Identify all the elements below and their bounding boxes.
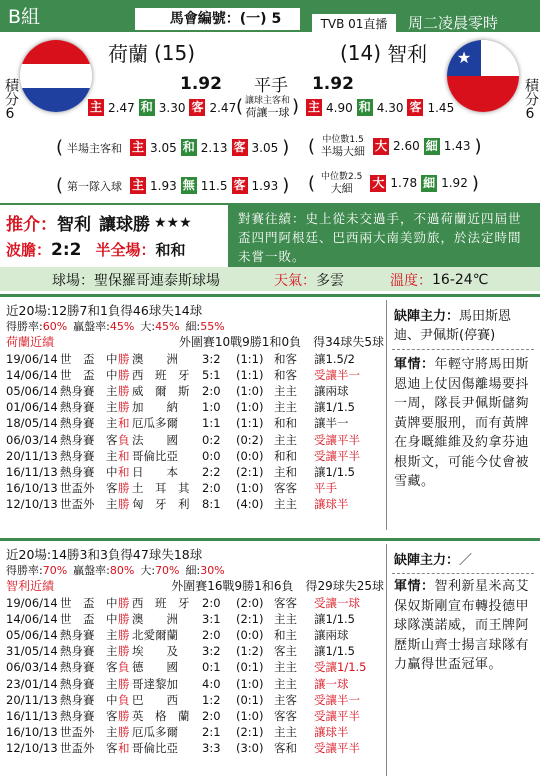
- home-stats: 近20場:12勝7和1負得46球失14球 得勝率: 60% 贏盤率: 45% 大: 45% 細: 55% 荷蘭近績 外圍賽10戰9勝1和0負 得34球失5球 19/06/14 世 盃 中 勝 澳 洲 3:2 (1:1) 和客 讓1.5/2 14/06/14 世 盃 中 勝 西 班 牙 5:1 (1:1) 和客 受讓半一 05/06/14 熱身賽 主 勝 威 爾 斯 2:0 (1:0) 主主 讓兩球 01/06/14 熱身賽 主 勝 加 納 1:0 (1:0) 主主 讓1/1.5 18/05/14 熱身賽 主 和 厄瓜多爾 1:1 (1:1) 和和 讓半一 06/03/14 熱身賽 客 負 法 國 0:2 (0:2) 主主 受讓平半 20/11/13 熱身賽 主 和 哥倫比亞 0:0 (0:0) 和和 受讓平半 16/11/13 熱身賽 中 和 日 本 2:2 (2:1) 主和 讓1/1.5 16/10/13 世盃外 客 勝 土 耳 其 2:0 (1:0) 客客 平手 12/10/13 世盃外 主 勝 匈 牙 利 8:1 (4:0) 主主 讓球半 缺陣主力：馬田斯恩迪、尹佩斯(停賽) 軍情：年輕守將馬田斯恩迪上仗因傷離場要抖一周，隊長尹佩斯儲夠黃牌要服刑，而有黃牌在身嘅維維及約拿芬迪根斯文，可能今仗會被雪藏。: [0, 294, 540, 532]
- table-cell: 和: [118, 416, 130, 431]
- table-cell: 3:1: [202, 612, 221, 627]
- table-cell: 讓球半: [314, 496, 349, 511]
- table-cell: 和: [118, 464, 130, 479]
- away-summary: 近20場:14勝3和3負得47球失18球: [6, 547, 203, 562]
- table-cell: 法 國: [132, 432, 178, 447]
- table-cell: 受讓平半: [314, 708, 360, 723]
- table-cell: 負: [118, 692, 130, 707]
- table-cell: 2:0: [202, 384, 221, 399]
- table-cell: 哥達黎加: [132, 676, 178, 691]
- away-points: 積分 6: [523, 78, 539, 122]
- table-cell: 讓1/1.5: [314, 400, 355, 415]
- table-cell: 主主: [274, 432, 297, 447]
- table-cell: 14/06/14: [6, 612, 58, 627]
- table-cell: 客客: [274, 708, 297, 723]
- table-cell: 客: [106, 480, 118, 495]
- table-cell: 勝: [118, 352, 130, 367]
- away-results-table: [6, 595, 384, 756]
- table-cell: 世 盃: [60, 596, 95, 611]
- home-summary: 近20場:12勝7和1負得46球失14球: [6, 303, 203, 318]
- table-cell: 熱身賽: [60, 416, 95, 431]
- table-cell: 和客: [274, 368, 297, 383]
- table-row: [6, 367, 384, 383]
- table-cell: 主: [106, 496, 118, 511]
- table-cell: 讓1.5/2: [314, 352, 355, 367]
- table-cell: 世盃外: [60, 480, 95, 495]
- table-cell: 16/11/13: [6, 708, 58, 723]
- table-row: [6, 659, 384, 675]
- table-cell: 主主: [274, 660, 297, 675]
- table-cell: 主主: [274, 496, 297, 511]
- table-cell: 熱身賽: [60, 644, 95, 659]
- table-cell: 主: [106, 448, 118, 463]
- table-cell: 客: [106, 432, 118, 447]
- table-cell: (0:1): [236, 660, 264, 675]
- table-cell: 中: [106, 352, 118, 367]
- table-row: [6, 448, 384, 464]
- table-cell: 厄瓜多爾: [132, 724, 178, 739]
- table-cell: 和客: [274, 352, 297, 367]
- table-cell: 勝: [118, 596, 130, 611]
- table-row: [6, 708, 384, 724]
- tip-score: 波膽： 2:2 半全場： 和和: [6, 239, 186, 260]
- table-cell: (0:0): [236, 448, 264, 463]
- table-cell: 勝: [118, 480, 130, 495]
- odds-main: 主 2.47 和 3.30 客 2.47: [90, 100, 237, 115]
- table-cell: 12/10/13: [6, 740, 58, 755]
- ou-half: ( 中位數1.5 半場大細 大 2.60 細 1.43 ): [308, 135, 482, 158]
- table-cell: 平手: [314, 480, 337, 495]
- table-cell: 01/06/14: [6, 400, 58, 415]
- chile-flag-icon: ★: [447, 40, 519, 112]
- table-cell: 20/11/13: [6, 692, 58, 707]
- table-cell: 勝: [118, 384, 130, 399]
- table-cell: 勝: [118, 368, 130, 383]
- table-cell: (0:0): [236, 628, 264, 643]
- venue-bar: 球場： 聖保羅哥連泰斯球場 天氣： 多雲 溫度： 16-24℃: [0, 267, 540, 291]
- table-cell: 世盃外: [60, 496, 95, 511]
- table-row: [6, 496, 384, 512]
- table-cell: 讓兩球: [314, 628, 349, 643]
- table-cell: 中: [106, 596, 118, 611]
- table-row: [6, 399, 384, 415]
- table-cell: (2:1): [236, 724, 264, 739]
- table-cell: 0:2: [202, 432, 221, 447]
- table-cell: 2:0: [202, 596, 221, 611]
- table-cell: 勝: [118, 676, 130, 691]
- table-cell: 05/06/14: [6, 628, 58, 643]
- table-cell: 中: [106, 368, 118, 383]
- home-results-table: [6, 351, 384, 512]
- table-cell: 1:1: [202, 416, 221, 431]
- table-cell: 客: [106, 740, 118, 755]
- table-cell: 14/06/14: [6, 368, 58, 383]
- table-cell: 熱身賽: [60, 660, 95, 675]
- table-cell: 勝: [118, 496, 130, 511]
- table-cell: 勝: [118, 644, 130, 659]
- table-cell: (2:1): [236, 612, 264, 627]
- table-cell: 主主: [274, 612, 297, 627]
- table-cell: 3:2: [202, 352, 221, 367]
- table-cell: 23/01/14: [6, 676, 58, 691]
- table-row: [6, 627, 384, 643]
- table-cell: 世 盃: [60, 352, 95, 367]
- kickoff-time: 周二凌晨零時: [408, 14, 499, 32]
- netherlands-flag-icon: [20, 40, 92, 112]
- table-cell: 2:0: [202, 708, 221, 723]
- away-stats: 近20場:14勝3和3負得47球失18球 得勝率: 70% 贏盤率: 80% 大: 70% 細: 30% 智利近績 外圍賽16戰9勝1和6負 得29球失25球 19/06/14 世 盃 中 勝 西 班 牙 2:0 (2:0) 客客 受讓一球 14/06/14 世 盃 中 勝 澳 洲 3:1 (2:1) 主主 讓1/1.5 05/06/14 熱身賽 主 勝 北愛爾蘭 2:0 (0:0) 和主 讓兩球 31/05/14 熱身賽 主 勝 埃 及 3:2 (1:2) 客主 讓1/1.5 06/03/14 熱身賽 客 負 德 國 0:1 (0:1) 主主 受讓1/1.5 23/01/14 熱身賽 主 勝 哥達黎加 4:0 (1:0) 主主 讓一球 20/11/13 熱身賽 中 負 巴 西 1:2 (0:1) 主客 受讓半一 16/11/13 熱身賽 客 勝 英 格 蘭 2:0 (1:0) 客客 受讓平半 16/10/13 世盃外 主 勝 厄瓜多爾 2:1 (2:1) 主主 讓球半 12/10/13 世盃外 客 和 哥倫比亞 3:3 (3:0) 客和 受讓平半 缺陣主力：／ 軍情：智利新星米高艾保奴斯剛宣布轉投德甲球隊漢諾威，而王牌阿歷斯山齊士揚言球隊有力贏得世盃冠軍。: [0, 538, 540, 779]
- table-cell: 18/05/14: [6, 416, 58, 431]
- table-cell: 受讓半一: [314, 368, 360, 383]
- table-cell: 土 耳 其: [132, 480, 190, 495]
- odds-handicap: 主 4.90 和 4.30 客 1.45: [308, 100, 455, 115]
- table-cell: 和和: [274, 416, 297, 431]
- half-odds: ( 半場主客和 主 3.05 和 2.13 客 3.05 ): [56, 137, 290, 158]
- table-cell: 讓1/1.5: [314, 464, 355, 479]
- table-cell: 31/05/14: [6, 644, 58, 659]
- table-row: [6, 415, 384, 431]
- table-cell: 主: [106, 628, 118, 643]
- table-cell: 和主: [274, 628, 297, 643]
- table-cell: 熱身賽: [60, 628, 95, 643]
- group-badge: B組: [4, 2, 92, 32]
- table-cell: 06/03/14: [6, 432, 58, 447]
- table-cell: 世 盃: [60, 612, 95, 627]
- table-cell: 客和: [274, 740, 297, 755]
- table-cell: 06/03/14: [6, 660, 58, 675]
- table-cell: 勝: [118, 708, 130, 723]
- handicap-line: 1.92 平手 1.92: [180, 73, 354, 96]
- away-team: (14) 智利: [340, 40, 428, 66]
- table-cell: 受讓平半: [314, 448, 360, 463]
- table-cell: 讓球半: [314, 724, 349, 739]
- table-cell: 20/11/13: [6, 448, 58, 463]
- table-cell: 加 納: [132, 400, 178, 415]
- table-row: [6, 740, 384, 756]
- table-cell: 4:0: [202, 676, 221, 691]
- table-cell: 熱身賽: [60, 448, 95, 463]
- table-cell: 2:0: [202, 480, 221, 495]
- table-cell: 主: [106, 400, 118, 415]
- table-cell: 主主: [274, 724, 297, 739]
- table-cell: 和: [118, 448, 130, 463]
- table-cell: 讓半一: [314, 416, 349, 431]
- table-cell: 2:1: [202, 724, 221, 739]
- table-cell: 主: [106, 724, 118, 739]
- table-cell: 中: [106, 692, 118, 707]
- table-cell: 埃 及: [132, 644, 178, 659]
- table-cell: 英 格 蘭: [132, 708, 190, 723]
- table-cell: 巴 西: [132, 692, 178, 707]
- table-cell: 和: [118, 740, 130, 755]
- table-cell: (0:1): [236, 692, 264, 707]
- table-cell: 讓1/1.5: [314, 612, 355, 627]
- table-row: [6, 675, 384, 691]
- table-cell: 中: [106, 612, 118, 627]
- table-row: [6, 431, 384, 447]
- home-rates: 得勝率: 60% 贏盤率: 45% 大: 45% 細: 55%: [6, 320, 225, 333]
- away-absent: 缺陣主力：／: [394, 553, 473, 568]
- table-cell: (4:0): [236, 496, 264, 511]
- ou-full: ( 中位數2.5 大細 大 1.78 細 1.92 ): [308, 172, 479, 195]
- table-cell: 熱身賽: [60, 432, 95, 447]
- table-cell: 澳 洲: [132, 612, 178, 627]
- table-cell: 受讓平半: [314, 432, 360, 447]
- table-cell: 勝: [118, 612, 130, 627]
- table-cell: 8:1: [202, 496, 221, 511]
- table-row: [6, 480, 384, 496]
- table-cell: 客客: [274, 596, 297, 611]
- table-cell: (1:0): [236, 708, 264, 723]
- match-no: 馬會編號：(一) 5: [135, 8, 300, 30]
- table-cell: 匈 牙 利: [132, 496, 190, 511]
- table-cell: 哥倫比亞: [132, 740, 178, 755]
- table-cell: (1:1): [236, 416, 264, 431]
- table-cell: 主主: [274, 400, 297, 415]
- home-team: 荷蘭 (15): [108, 40, 196, 66]
- table-cell: 北愛爾蘭: [132, 628, 178, 643]
- table-cell: (1:0): [236, 400, 264, 415]
- table-cell: 厄瓜多爾: [132, 416, 178, 431]
- table-cell: 受讓半一: [314, 692, 360, 707]
- table-cell: (1:1): [236, 352, 264, 367]
- table-cell: 讓一球: [314, 676, 349, 691]
- table-cell: 勝: [118, 628, 130, 643]
- table-cell: (1:2): [236, 644, 264, 659]
- table-cell: 16/10/13: [6, 480, 58, 495]
- table-cell: 和和: [274, 448, 297, 463]
- away-army: 軍情：智利新星米高艾保奴斯剛宣布轉投德甲球隊漢諾威，而王牌阿歷斯山齊士揚言球隊有力贏得世盃冠軍。: [394, 579, 530, 672]
- table-cell: 16/10/13: [6, 724, 58, 739]
- table-cell: 熱身賽: [60, 692, 95, 707]
- table-cell: 讓1/1.5: [314, 644, 355, 659]
- table-cell: 客主: [274, 644, 297, 659]
- table-row: [6, 383, 384, 399]
- table-row: [6, 643, 384, 659]
- table-cell: 熱身賽: [60, 464, 95, 479]
- table-cell: 2:2: [202, 464, 221, 479]
- table-cell: 澳 洲: [132, 352, 178, 367]
- table-cell: 主主: [274, 676, 297, 691]
- table-cell: 主和: [274, 464, 297, 479]
- table-cell: 1:0: [202, 400, 221, 415]
- table-cell: 西 班 牙: [132, 368, 190, 383]
- table-cell: 主: [106, 384, 118, 399]
- table-cell: 負: [118, 432, 130, 447]
- table-cell: (1:0): [236, 384, 264, 399]
- table-cell: (0:2): [236, 432, 264, 447]
- table-cell: 熱身賽: [60, 708, 95, 723]
- table-cell: 德 國: [132, 660, 178, 675]
- table-cell: 世盃外: [60, 740, 95, 755]
- home-army: 軍情：年輕守將馬田斯恩迪上仗因傷離場要抖一周，隊長尹佩斯儲夠黃牌要服刑，而有黃牌在身嘅維維及約拿芬迪根斯文，可能今仗會被雪藏。: [394, 357, 530, 489]
- table-cell: 16/11/13: [6, 464, 58, 479]
- table-cell: 勝: [118, 724, 130, 739]
- broadcast: TVB 01直播: [312, 14, 396, 34]
- table-row: [6, 351, 384, 367]
- table-cell: (1:1): [236, 368, 264, 383]
- table-cell: 熱身賽: [60, 400, 95, 415]
- table-cell: 3:2: [202, 644, 221, 659]
- table-cell: 05/06/14: [6, 384, 58, 399]
- table-cell: 客: [106, 660, 118, 675]
- table-cell: (1:0): [236, 480, 264, 495]
- table-cell: 主: [106, 644, 118, 659]
- comment-box: 對賽往績：史上從未交過手，不過荷蘭近四屆世盃四門阿根廷、巴西兩大南美勁旅，於法定時間未嘗一敗。: [228, 205, 540, 267]
- first-goal-odds: ( 第一隊入球 主 1.93 無 11.5 客 1.93 ): [56, 175, 290, 196]
- table-cell: 負: [118, 660, 130, 675]
- table-cell: 主: [106, 416, 118, 431]
- table-row: [6, 611, 384, 627]
- tip-main: 推介： 智利 讓球勝 ★★★: [6, 214, 192, 235]
- table-cell: 2:0: [202, 628, 221, 643]
- table-cell: 5:1: [202, 368, 221, 383]
- table-cell: 日 本: [132, 464, 178, 479]
- table-row: [6, 595, 384, 611]
- table-cell: 世盃外: [60, 724, 95, 739]
- table-row: [6, 724, 384, 740]
- table-cell: 哥倫比亞: [132, 448, 178, 463]
- table-cell: 0:0: [202, 448, 221, 463]
- table-cell: (3:0): [236, 740, 264, 755]
- home-absent: 缺陣主力：馬田斯恩迪、尹佩斯(停賽): [394, 309, 512, 343]
- away-rates: 得勝率: 70% 贏盤率: 80% 大: 70% 細: 30%: [6, 564, 225, 577]
- table-row: [6, 692, 384, 708]
- handicap-note: ( 讓球主客和 荷讓一球 ): [236, 95, 300, 119]
- tip-section: [0, 203, 540, 265]
- table-cell: 主: [106, 676, 118, 691]
- table-cell: 0:1: [202, 660, 221, 675]
- table-cell: 受讓平半: [314, 740, 360, 755]
- table-row: [6, 464, 384, 480]
- table-cell: 19/06/14: [6, 352, 58, 367]
- table-cell: 熱身賽: [60, 384, 95, 399]
- table-cell: 中: [106, 464, 118, 479]
- table-cell: 12/10/13: [6, 496, 58, 511]
- table-cell: 受讓1/1.5: [314, 660, 367, 675]
- table-cell: 主主: [274, 384, 297, 399]
- table-cell: 勝: [118, 400, 130, 415]
- table-cell: (1:0): [236, 676, 264, 691]
- home-points: 積分 6: [3, 78, 19, 122]
- table-cell: (2:0): [236, 596, 264, 611]
- table-cell: 3:3: [202, 740, 221, 755]
- table-cell: 1:2: [202, 692, 221, 707]
- table-cell: (2:1): [236, 464, 264, 479]
- table-cell: 西 班 牙: [132, 596, 190, 611]
- table-cell: 熱身賽: [60, 676, 95, 691]
- table-cell: 威 爾 斯: [132, 384, 190, 399]
- table-cell: 受讓一球: [314, 596, 360, 611]
- table-cell: 世 盃: [60, 368, 95, 383]
- table-cell: 19/06/14: [6, 596, 58, 611]
- table-cell: 客客: [274, 480, 297, 495]
- table-cell: 主客: [274, 692, 297, 707]
- table-cell: 客: [106, 708, 118, 723]
- table-cell: 讓兩球: [314, 384, 349, 399]
